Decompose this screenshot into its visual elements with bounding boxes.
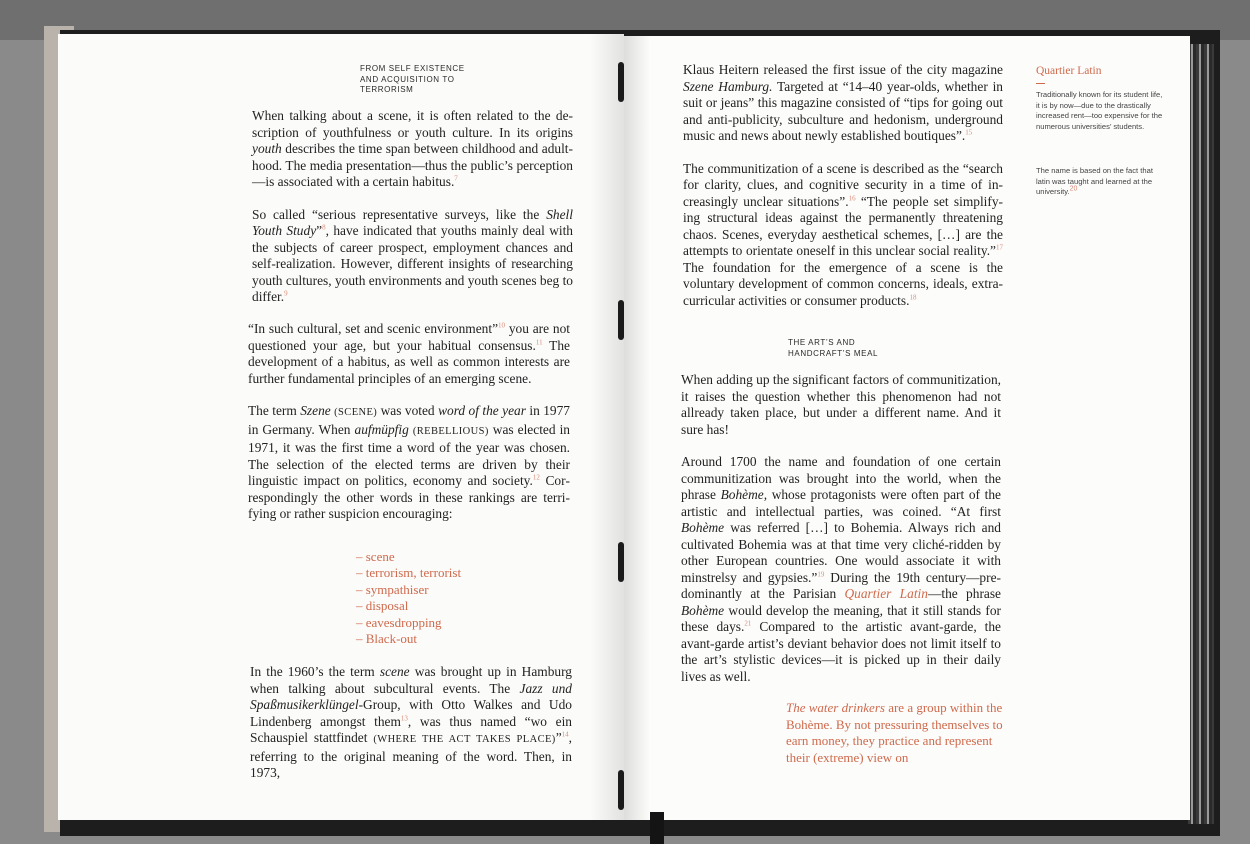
binding-thread	[618, 542, 624, 582]
bookmark-ribbon	[650, 812, 664, 844]
list-item: – eavesdropping	[356, 614, 442, 630]
gutter-shadow-left	[590, 34, 624, 820]
left-column-middle	[248, 321, 570, 539]
sidenote-rule	[1036, 83, 1045, 84]
section-heading: THE ART’S AND HANDCRAFT’S MEAL	[788, 338, 879, 358]
paragraph: The communitization of a scene is described as the “search for clarity, clues, and cognitive security in a time of increasingly unclear situations”.$^{16}$ “The people set simplifying structural ideas against the permanently threatening chaos. Scenes, everyday aesthetical schemes, […] are the attempts to orientate oneself in this unclear social reality.”$^{17}$ The foundation for the emergence of a scene is the voluntary development of common concerns, ideals, extracurricular activities or consumer products.$^{18}$	[683, 160, 1004, 308]
pull-quote: The water drinkers are a group within the Bohème. By not pressuring themselves to earn money, they practice and represent their (extreme) view on	[786, 700, 1003, 765]
word-list	[356, 549, 461, 647]
section-heading: FROM SELF EXISTENCE AND ACQUISITION TO TERRORISM	[360, 64, 465, 94]
list-item: – scene	[356, 549, 395, 564]
paragraph: When talking about a scene, it is often related to the description of youthfulness or youth culture. In its origins youth describes the time span between childhood and adulthood. The media presentation—thus the public’s perception—is associated with a certain habitus.$^7$	[252, 108, 573, 189]
list-item: – Black-out	[356, 631, 418, 647]
left-column-upper	[252, 108, 573, 322]
paragraph: In the 1960’s the term scene was brought up in Hamburg when talking about subcultural events. The Jazz und Spaßmusikerklüngel-Group, with Otto Walkes and Udo Lindenberg amongst them$^{13}$, was thus named “wo ein Schauspiel stattfindet (WHERE THE ACT TAKES PLACE)”$^{14}$, referring to the original meaning of the word. Then, in 1973,	[250, 664, 572, 780]
paragraph: So called “serious representative surveys, like the Shell Youth Study”$^8$, have indicated that youths mainly deal with the subjects of career prospect, employment chances and self-realization. However, different insights of researching youth cultures, youth environments and youth scenes beg to differ.$^9$	[252, 206, 574, 304]
page-edges-right	[1188, 44, 1214, 824]
paragraph: “In such cultural, set and scenic environment”$^{10}$ you are not questioned your age, but your habitual consensus.$^{11}$ The development of a habitus, as well as common interests are further fundamental principles of an emerging scene.	[248, 321, 570, 386]
sidenote-text: The name is based on the fact that latin was taught and learned at the university.20	[1036, 166, 1153, 197]
gutter-shadow-right	[624, 36, 650, 820]
list-item: – sympathiser	[356, 581, 429, 597]
paragraph: Klaus Heitern released the first issue of the city magazine Szene Hamburg. Targeted at “14–40 year-olds, whether in suit or jeans” this magazine consisted of “tips for going out and anti-publicity, subculture and hedonism, underground music and news about newly established boutiques”.$^{15}$	[683, 62, 1003, 143]
left-column-lower	[250, 664, 572, 798]
list-item: – disposal	[356, 598, 409, 614]
paragraph: The term Szene (SCENE) was voted word of the year in 1977 in Germany. When aufmüpfig (REBELLIOUS) was elected in 1971, it was the first time a word of the year was chosen. The selection of the elected terms are driven by their linguistic impact on politics, economy and society.$^{12}$ Correspondingly the other words in these rankings are terrifying or rather suspicion encouraging:	[248, 403, 570, 521]
list-item: – terrorism, terrorist	[356, 565, 462, 581]
sidenote-text: Traditionally known for its student life, it is by now—due to the drastically increased rent—too expensive for the numerous universities’ students.	[1036, 90, 1163, 131]
binding-thread	[618, 300, 624, 340]
binding-thread	[618, 62, 624, 102]
paragraph: Around 1700 the name and foundation of one certain communitization was brought into the world, when the phrase Bohème, whose protagonists were often part of the artistic and intellectual parties, was coined. “At first Bohème was referred […] to Bohemia. Always rich and cultivated Bohemia was at that time very cliché-ridden by other European countries. One would associate it with minstrelsy and gypsies.”$^{19}$ During the 19th century—predominantly at the Parisian Quartier Latin—the phrase Bohème would develop the meaning, that it still stands for these days.$^{21}$ Compared to the artistic avant-garde, the avant-garde artist’s deviant behavior does not limit itself to the art’s stylistic devices—it is picked up in their daily lives as well.	[681, 454, 1001, 684]
paragraph: When adding up the significant factors of communitization, it raises the question whether this phenomenon had not allready taken place, but under a different name. And it sure has!	[681, 372, 1001, 437]
right-column-lower	[681, 372, 1001, 701]
sidenote-title: Quartier Latin	[1036, 65, 1102, 77]
right-column-upper	[683, 62, 1003, 325]
binding-thread	[618, 770, 624, 810]
